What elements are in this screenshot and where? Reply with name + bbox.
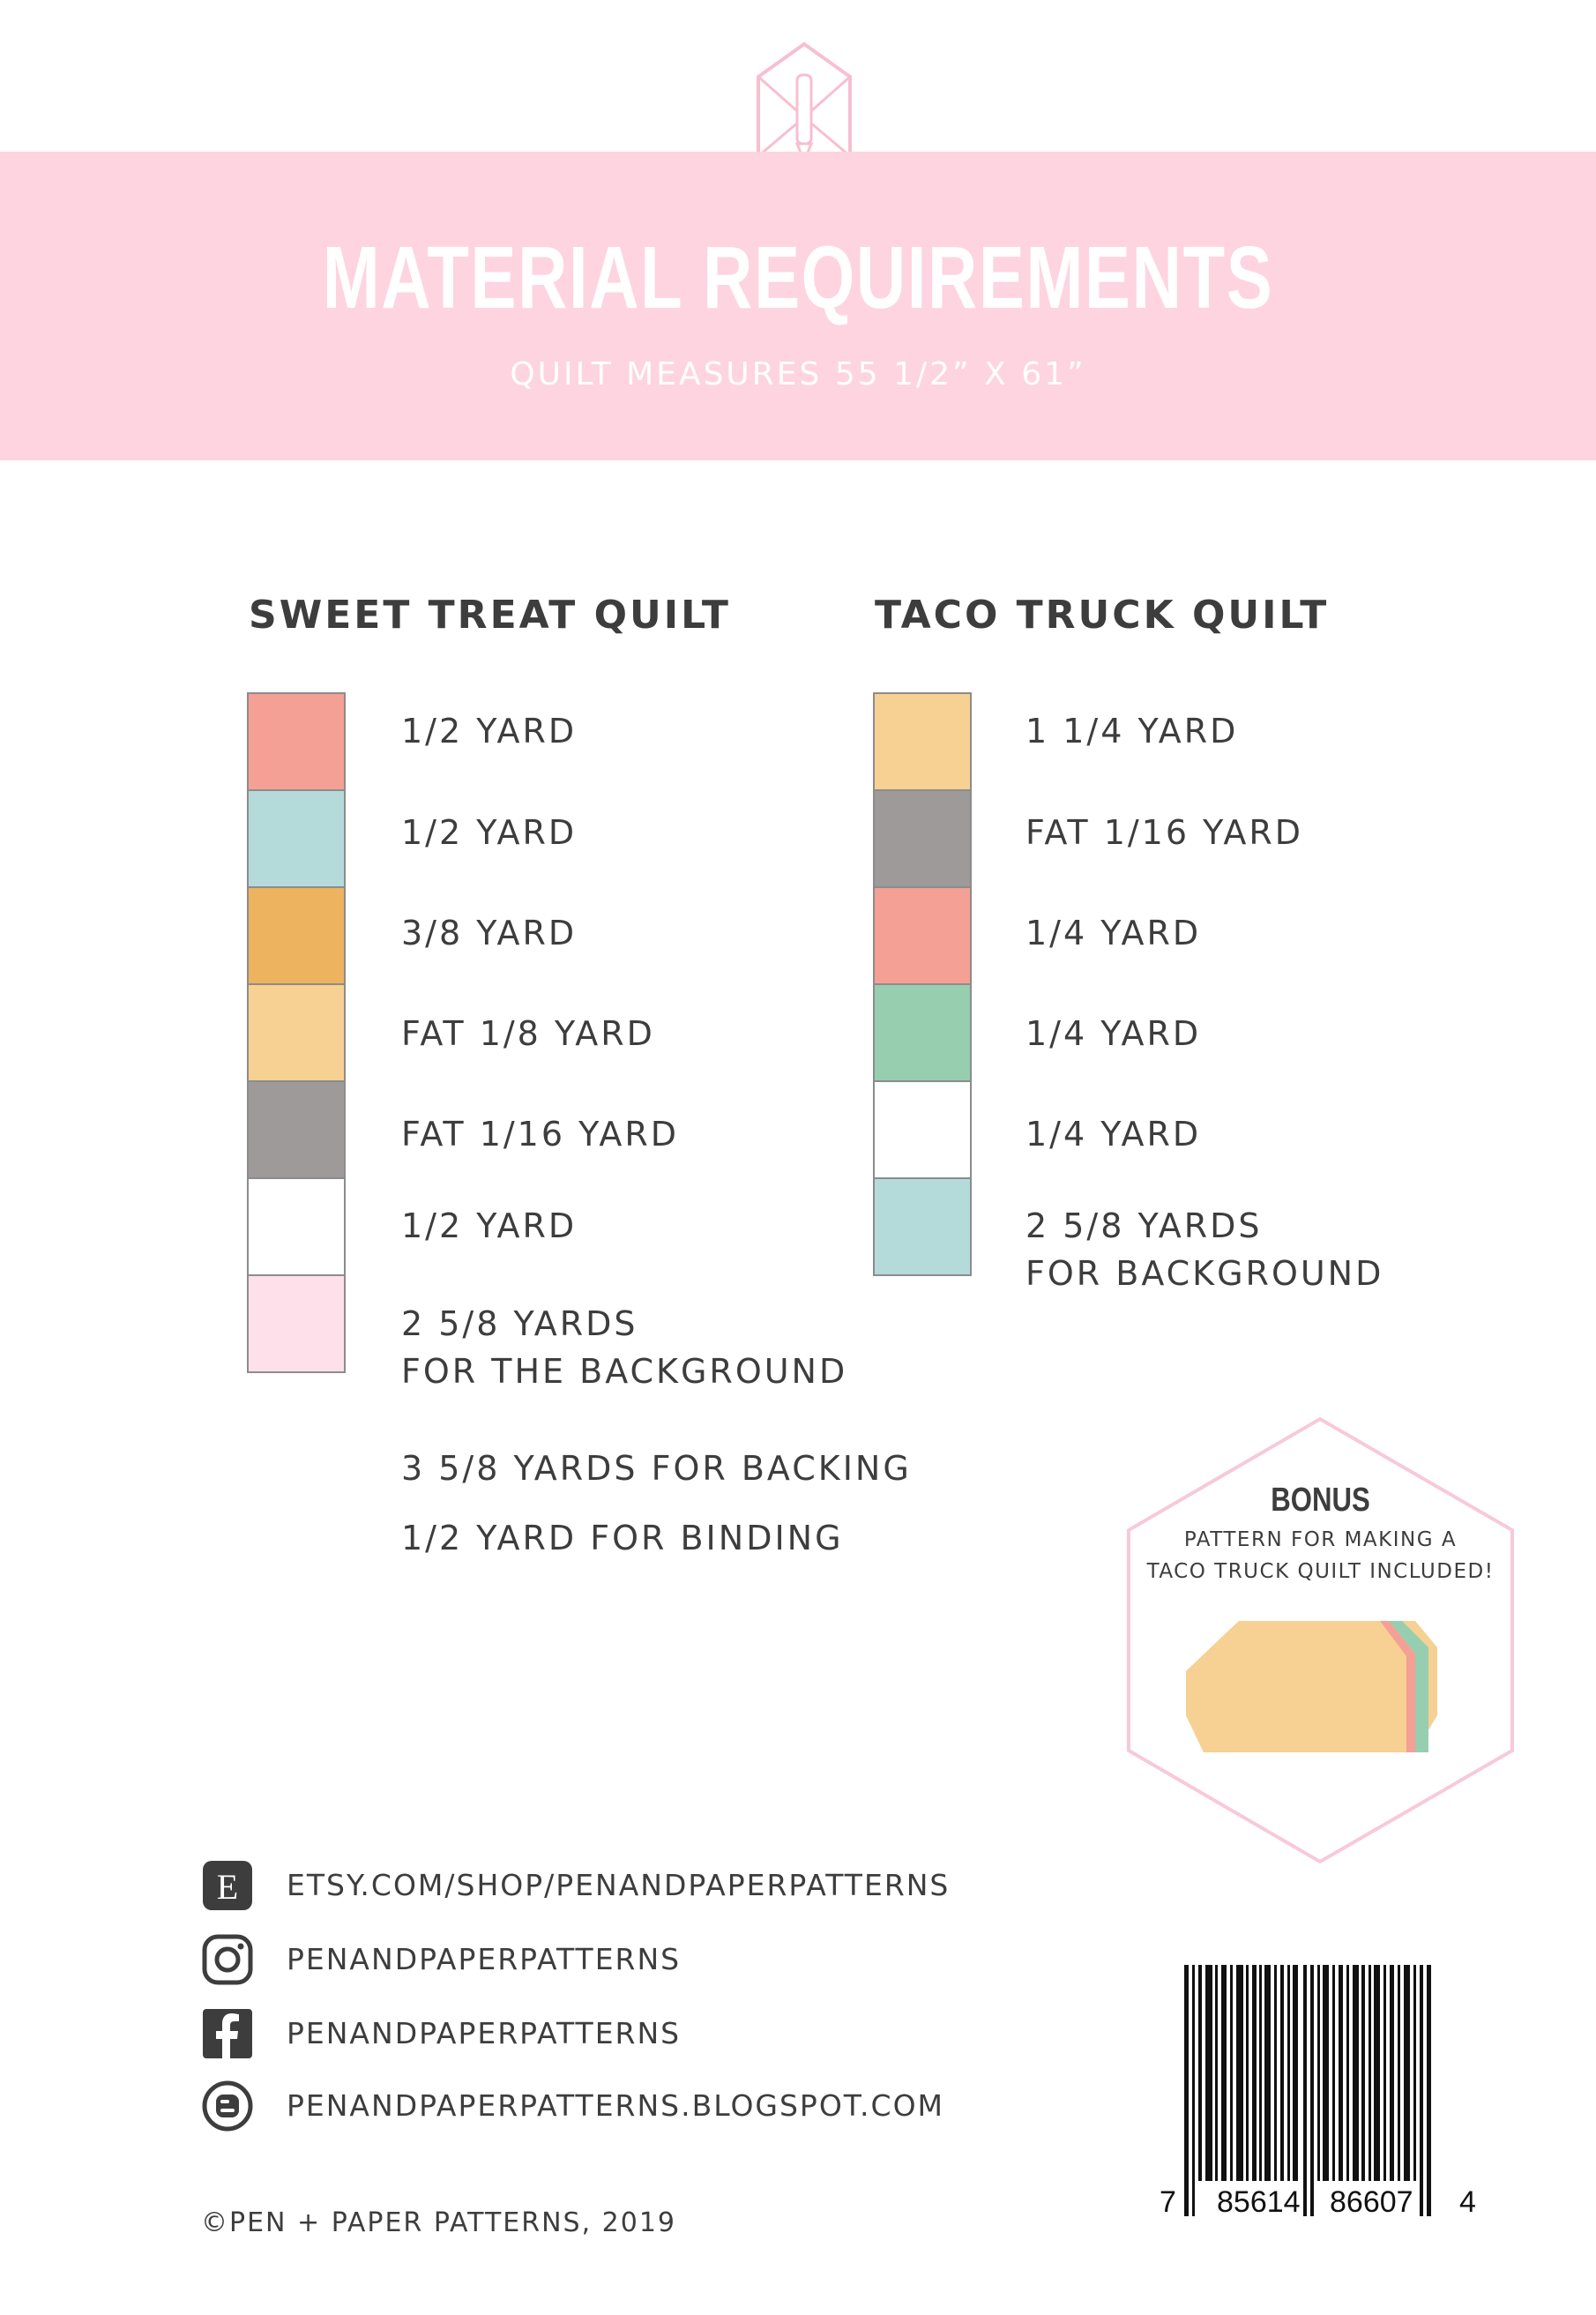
instagram-link[interactable]: PENANDPAPERPATTERNS: [287, 1942, 682, 1976]
copyright: ©PEN + PAPER PATTERNS, 2019: [201, 2207, 677, 2238]
sweet-treat-swatch-1: [247, 692, 346, 791]
taco-truck-swatch-4: [873, 983, 972, 1082]
sweet-treat-req-6: 1/2 YARD: [401, 1206, 578, 1245]
sweet-treat-swatch-2: [247, 789, 346, 888]
sweet-treat-req-1: 1/2 YARD: [401, 712, 578, 751]
taco-truck-req-4: 1/4 YARD: [1025, 1014, 1202, 1053]
sweet-treat-req-4: FAT 1/8 YARD: [401, 1014, 655, 1053]
barcode-digit-check: 4: [1459, 2185, 1476, 2219]
barcode-digit-lead: 7: [1160, 2185, 1176, 2219]
taco-truck-req-5: 1/4 YARD: [1025, 1115, 1202, 1154]
taco-truck-req-6: 2 5/8 YARDS FOR BACKGROUND: [1025, 1206, 1384, 1293]
taco-truck-req-1: 1 1/4 YARD: [1025, 712, 1239, 751]
sweet-treat-swatch-6: [247, 1177, 346, 1276]
instagram-icon: [201, 1933, 254, 1986]
etsy-icon: [201, 1859, 254, 1912]
taco-truck-swatch-6: [873, 1177, 972, 1276]
barcode-digits-right: 86607: [1330, 2185, 1413, 2219]
page-title: MATERIAL REQUIREMENTS: [322, 228, 1274, 327]
bonus-title: BONUS: [1271, 1482, 1370, 1519]
binding-req: 1/2 YARD FOR BINDING: [401, 1519, 844, 1557]
taco-truck-req-3: 1/4 YARD: [1025, 914, 1202, 952]
sweet-treat-title: SWEET TREAT QUILT: [249, 593, 731, 638]
sweet-treat-swatch-3: [247, 886, 346, 985]
taco-truck-title: TACO TRUCK QUILT: [875, 593, 1330, 638]
sweet-treat-swatch-4: [247, 983, 346, 1082]
taco-truck-swatch-5: [873, 1080, 972, 1179]
sweet-treat-req-3: 3/8 YARD: [401, 914, 578, 952]
blogger-icon: [201, 2080, 254, 2132]
page-subtitle: QUILT MEASURES 55 1/2” X 61”: [510, 356, 1086, 392]
blog-link[interactable]: PENANDPAPERPATTERNS.BLOGSPOT.COM: [287, 2088, 945, 2123]
bonus-text: PATTERN FOR MAKING A TACO TRUCK QUILT INCLUDED!: [1146, 1528, 1495, 1583]
sweet-treat-req-2: 1/2 YARD: [401, 813, 578, 852]
taco-quilt-icon: [1186, 1621, 1437, 1752]
taco-truck-swatch-3: [873, 886, 972, 985]
etsy-link[interactable]: ETSY.COM/SHOP/PENANDPAPERPATTERNS: [287, 1868, 951, 1902]
facebook-icon: [201, 2007, 254, 2060]
sweet-treat-req-5: FAT 1/16 YARD: [401, 1115, 680, 1154]
taco-truck-req-2: FAT 1/16 YARD: [1025, 813, 1304, 852]
sweet-treat-swatch-5: [247, 1080, 346, 1179]
taco-truck-swatch-1: [873, 692, 972, 791]
backing-req: 3 5/8 YARDS FOR BACKING: [401, 1449, 912, 1488]
sweet-treat-req-7: 2 5/8 YARDS FOR THE BACKGROUND: [401, 1304, 848, 1391]
sweet-treat-swatch-7: [247, 1274, 346, 1373]
taco-truck-swatch-2: [873, 789, 972, 888]
barcode: [1155, 1965, 1508, 2221]
facebook-link[interactable]: PENANDPAPERPATTERNS: [287, 2016, 682, 2050]
barcode-digits-left: 85614: [1217, 2185, 1301, 2219]
svg-text:E: E: [216, 1867, 239, 1907]
